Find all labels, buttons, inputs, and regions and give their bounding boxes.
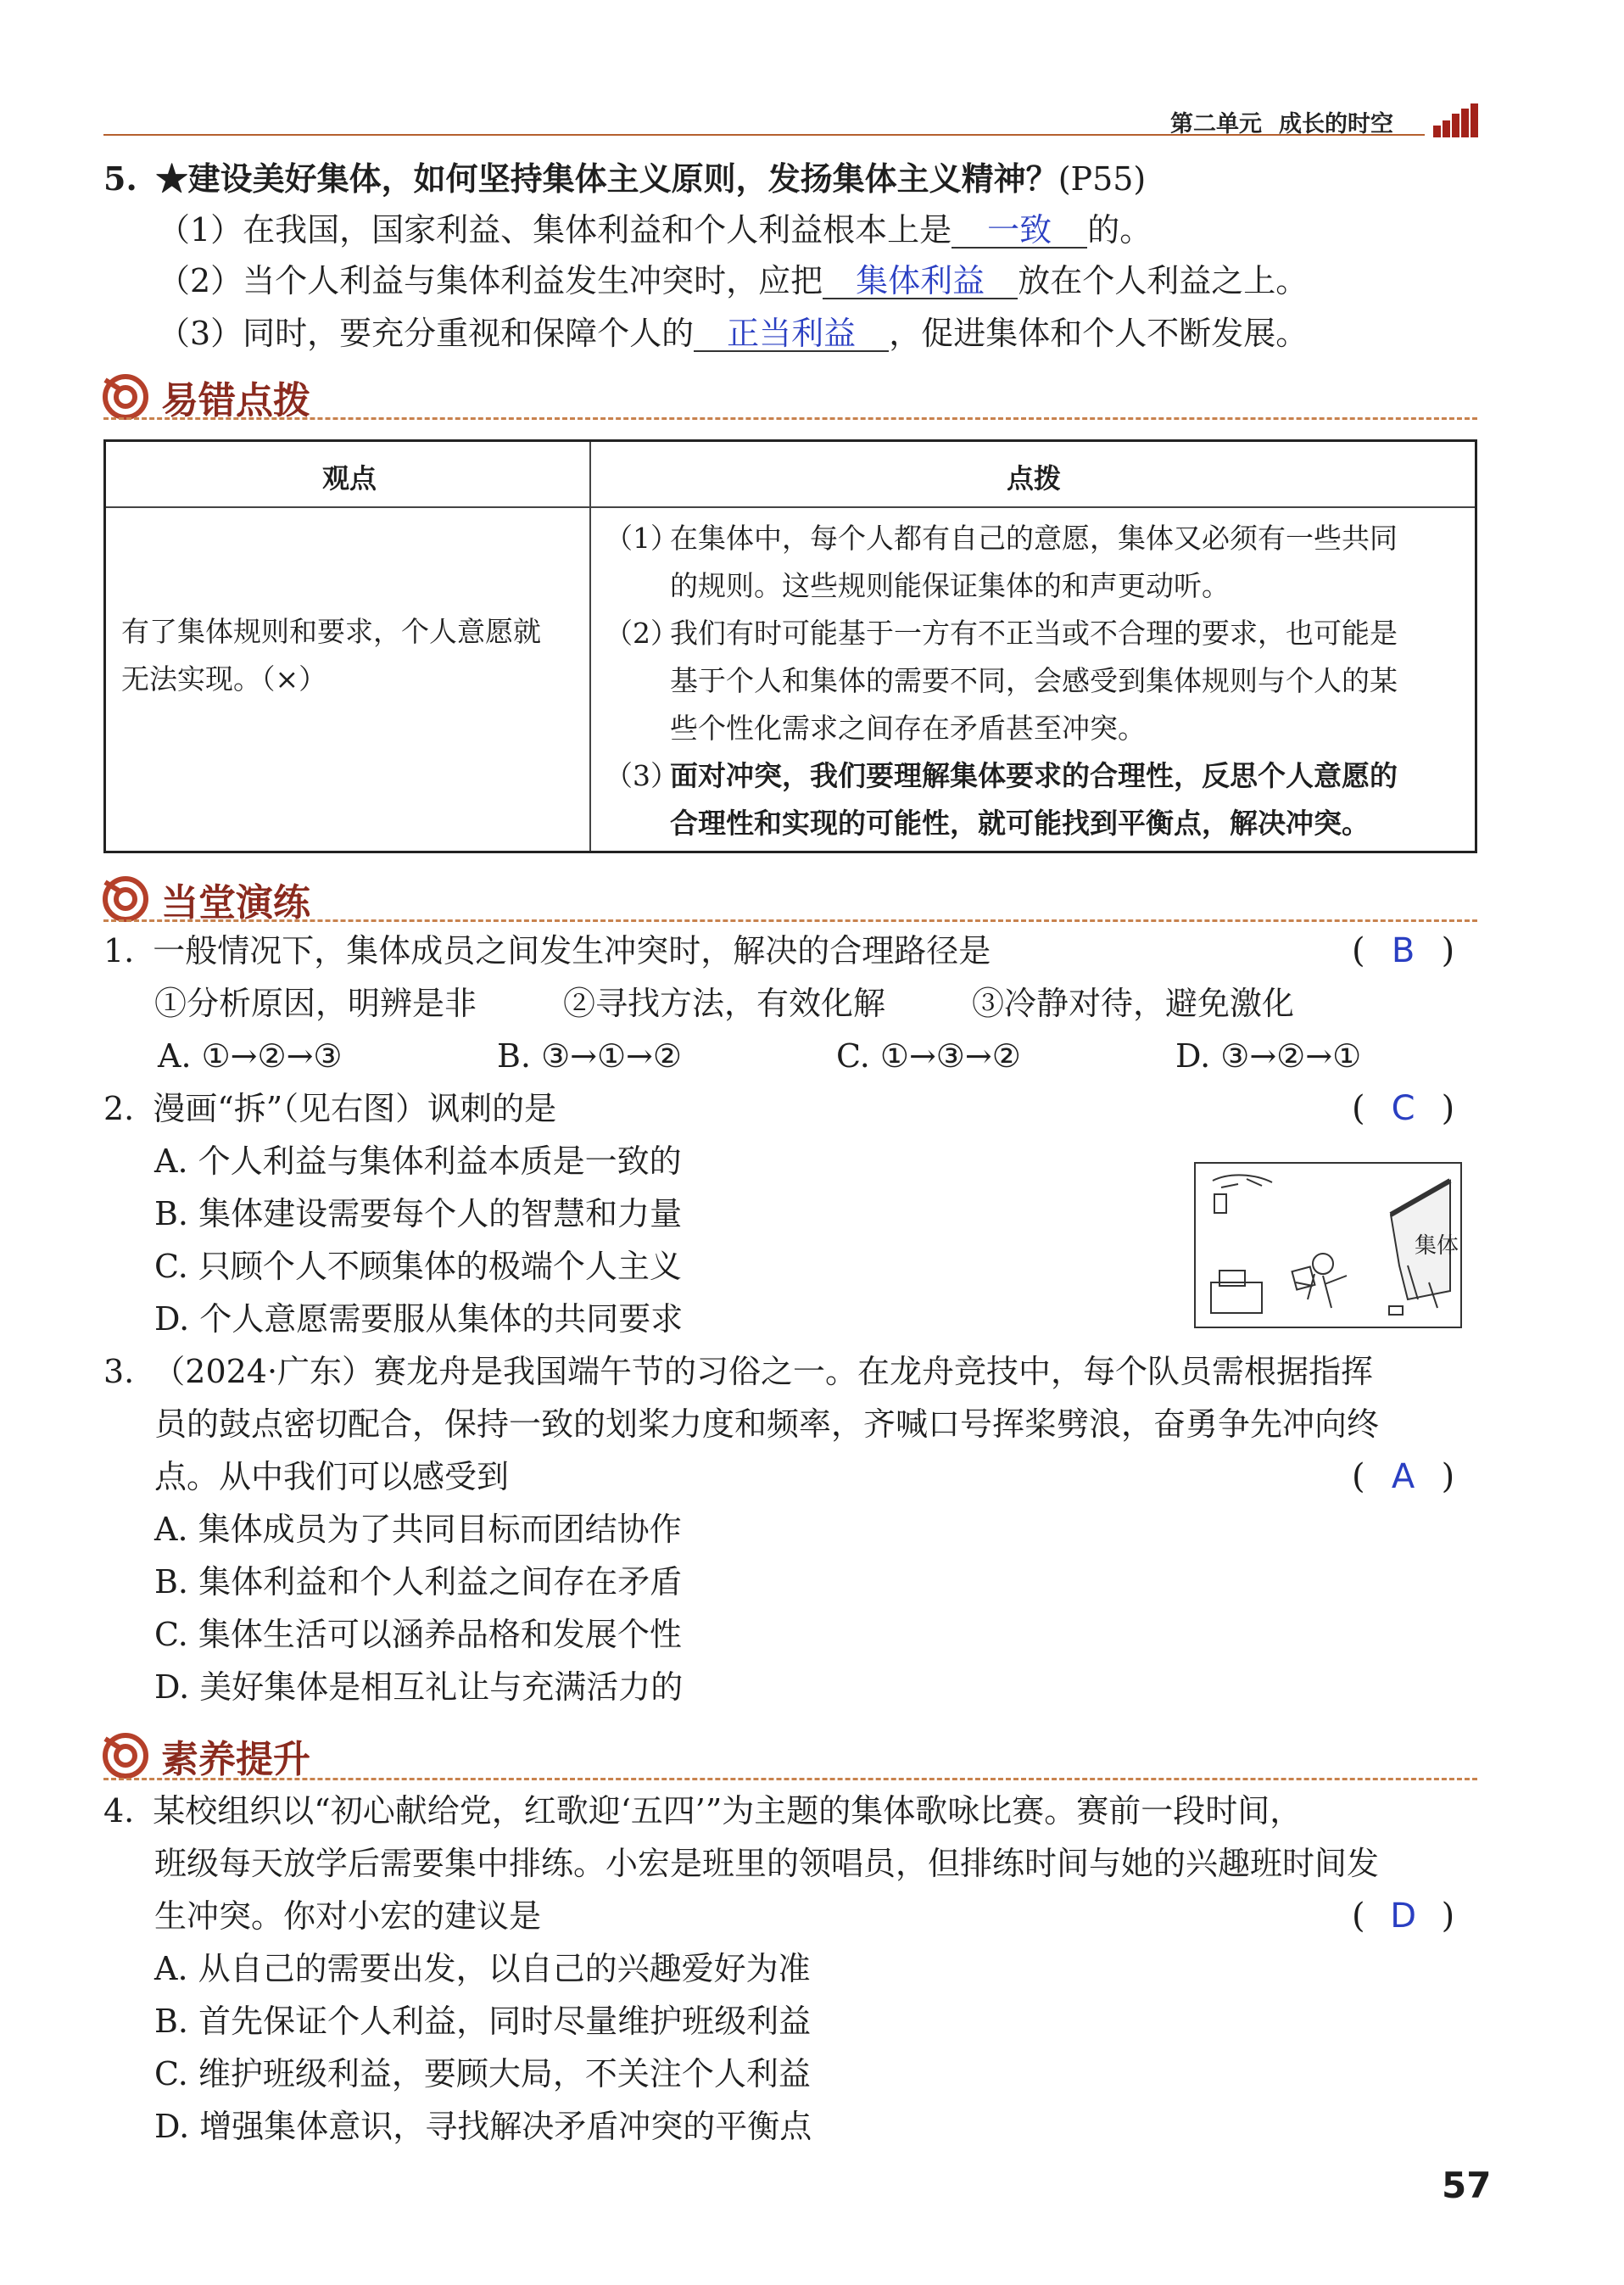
tip-line: 基于个人和集体的需要不同，会感受到集体规则与个人的某 bbox=[670, 664, 1398, 697]
q1-item: ③冷静对待，避免激化 bbox=[972, 985, 1295, 1022]
q4-line: 生冲突。你对小宏的建议是 bbox=[154, 1897, 542, 1935]
q4-option: C. 维护班级利益，要顾大局，不关注个人利益 bbox=[154, 2055, 811, 2092]
tip-number: （1） bbox=[605, 522, 678, 555]
tip-item bbox=[670, 752, 1398, 847]
q3-option: D. 美好集体是相互礼让与充满活力的 bbox=[154, 1668, 684, 1706]
q4-option: B. 首先保证个人利益，同时尽量维护班级利益 bbox=[154, 2003, 812, 2040]
view-line: 有了集体规则和要求，个人意愿就 bbox=[121, 615, 541, 648]
q5-line-2-post: 放在个人利益之上。 bbox=[1018, 262, 1309, 299]
q1-number: 1. bbox=[103, 932, 135, 969]
q3-number: 3. bbox=[103, 1353, 135, 1390]
header-unit: 第二单元 bbox=[1170, 111, 1262, 137]
tip-line: 在集体中，每个人都有自己的意愿，集体又必须有一些共同 bbox=[670, 522, 1398, 555]
q2-option: D. 个人意愿需要服从集体的共同要求 bbox=[154, 1300, 684, 1338]
q5-line-1 bbox=[158, 210, 1152, 249]
cartoon-image bbox=[1194, 1162, 1462, 1328]
q1-item: ②寻找方法，有效化解 bbox=[563, 985, 886, 1022]
q2-answer: C bbox=[1391, 1089, 1415, 1128]
q4-number: 4. bbox=[103, 1792, 135, 1830]
table-view-cell bbox=[121, 608, 541, 703]
q3-line: 员的鼓点密切配合，保持一致的划桨力度和频率，齐喊口号挥桨劈浪，奋勇争先冲向终 bbox=[154, 1405, 1380, 1443]
table-header-view: 观点 bbox=[322, 462, 377, 494]
tip-line: 合理性和实现的可能性，就可能找到平衡点，解决冲突。 bbox=[670, 807, 1370, 840]
q1-option: B. ③→①→② bbox=[497, 1037, 682, 1075]
section-rule bbox=[103, 919, 1477, 922]
q3-line bbox=[103, 1352, 1373, 1391]
cartoon-label: 集体 bbox=[1415, 1233, 1459, 1259]
q4-option: D. 增强集体意识，寻找解决矛盾冲突的平衡点 bbox=[154, 2108, 812, 2145]
q1-stem bbox=[103, 931, 991, 970]
q5-line-3 bbox=[158, 314, 1308, 353]
tip-item bbox=[670, 515, 1398, 610]
q2-stem-text: 漫画“拆”（见右图）讽刺的是 bbox=[153, 1090, 557, 1127]
q3-option: C. 集体生活可以涵养品格和发展个性 bbox=[154, 1616, 682, 1653]
bar-chart-icon bbox=[1433, 103, 1479, 137]
section-rule bbox=[103, 417, 1477, 420]
q5-ref: (P55) bbox=[1058, 160, 1147, 198]
q5-line-3-post: ，促进集体和个人不断发展。 bbox=[889, 315, 1309, 352]
q1-stem-text: 一般情况下，集体成员之间发生冲突时，解决的合理路径是 bbox=[153, 932, 991, 969]
q5-stem-text: ★建设美好集体，如何坚持集体主义原则，发扬集体主义精神？ bbox=[155, 159, 1058, 198]
q5-line-2 bbox=[158, 261, 1308, 300]
q4-text: 某校组织以“初心献给党，红歌迎‘五四’”为主题的集体歌咏比赛。赛前一段时间， bbox=[153, 1792, 1303, 1830]
target-icon bbox=[100, 1729, 151, 1779]
tip-line: 我们有时可能基于一方有不正当或不合理的要求，也可能是 bbox=[670, 617, 1398, 650]
header-rule bbox=[103, 134, 1425, 136]
target-icon bbox=[100, 370, 151, 421]
q4-line: 班级每天放学后需要集中排练。小宏是班里的领唱员，但排练时间与她的兴趣班时间发 bbox=[154, 1845, 1380, 1882]
q2-number: 2. bbox=[103, 1090, 135, 1127]
tip-number: （2） bbox=[605, 617, 678, 650]
table-divider-horizontal bbox=[106, 506, 1475, 508]
q5-number: 5. bbox=[103, 159, 137, 198]
q4-line bbox=[103, 1791, 1302, 1830]
q1-option: C. ①→③→② bbox=[836, 1037, 1021, 1075]
target-icon bbox=[100, 872, 151, 923]
q3-answer-bracket: ( A ) bbox=[1352, 1457, 1455, 1496]
view-line: 无法实现。（×） bbox=[121, 662, 327, 696]
q5-answer-2: 集体利益 bbox=[823, 264, 1018, 299]
q1-items bbox=[154, 984, 1294, 1023]
q5-stem bbox=[103, 159, 1146, 198]
tip-line: 的规则。这些规则能保证集体的和声更动听。 bbox=[670, 569, 1230, 602]
q3-text: （2024·广东）赛龙舟是我国端午节的习俗之一。在龙舟竞技中，每个队员需根据指挥 bbox=[153, 1353, 1374, 1390]
q5-line-1-post: 的。 bbox=[1087, 211, 1152, 249]
q2-answer-bracket: ( C ) bbox=[1352, 1089, 1455, 1128]
q5-answer-3: 正当利益 bbox=[694, 316, 889, 352]
tip-line: 面对冲突，我们要理解集体要求的合理性，反思个人意愿的 bbox=[670, 759, 1398, 792]
q2-option: B. 集体建设需要每个人的智慧和力量 bbox=[154, 1195, 683, 1232]
table-divider-vertical bbox=[589, 442, 591, 851]
q1-option: A. ①→②→③ bbox=[158, 1037, 343, 1075]
q5-answer-1: 一致 bbox=[952, 213, 1087, 249]
tip-number: （3） bbox=[605, 759, 678, 792]
q1-option: D. ③→②→① bbox=[1175, 1037, 1362, 1075]
page-number: 57 bbox=[1442, 2165, 1492, 2206]
q4-option: A. 从自己的需要出发，以自己的兴趣爱好为准 bbox=[154, 1950, 811, 1987]
header-title: 成长的时空 bbox=[1279, 111, 1393, 137]
section-rule bbox=[103, 1778, 1477, 1780]
q5-line-3-pre: （3）同时，要充分重视和保障个人的 bbox=[158, 315, 695, 352]
section-title-tips: 易错点拨 bbox=[161, 379, 310, 422]
q3-option: A. 集体成员为了共同目标而团结协作 bbox=[154, 1511, 682, 1548]
q3-answer: A bbox=[1391, 1457, 1415, 1496]
table-header-tip: 点拨 bbox=[1007, 462, 1062, 494]
q5-line-2-pre: （2）当个人利益与集体利益发生冲突时，应把 bbox=[158, 262, 823, 299]
q1-item: ①分析原因，明辨是非 bbox=[154, 985, 477, 1022]
section-title-practice: 当堂演练 bbox=[161, 881, 310, 925]
q4-answer-bracket: ( D ) bbox=[1352, 1897, 1455, 1936]
q2-stem bbox=[103, 1089, 556, 1128]
tips-table bbox=[103, 439, 1477, 853]
q3-line: 点。从中我们可以感受到 bbox=[154, 1458, 510, 1495]
q5-line-1-pre: （1）在我国，国家利益、集体利益和个人利益根本上是 bbox=[158, 211, 952, 249]
tip-item bbox=[670, 610, 1398, 752]
q4-answer: D bbox=[1390, 1897, 1417, 1936]
q1-answer-bracket: ( B ) bbox=[1352, 931, 1455, 970]
q3-option: B. 集体利益和个人利益之间存在矛盾 bbox=[154, 1563, 683, 1601]
q2-option: A. 个人利益与集体利益本质是一致的 bbox=[154, 1142, 682, 1180]
q2-option: C. 只顾个人不顾集体的极端个人主义 bbox=[154, 1248, 682, 1285]
q1-options bbox=[158, 1036, 1361, 1075]
tip-line: 些个性化需求之间存在矛盾甚至冲突。 bbox=[670, 712, 1146, 745]
section-title-improve: 素养提升 bbox=[161, 1738, 310, 1781]
q1-answer: B bbox=[1391, 931, 1415, 970]
